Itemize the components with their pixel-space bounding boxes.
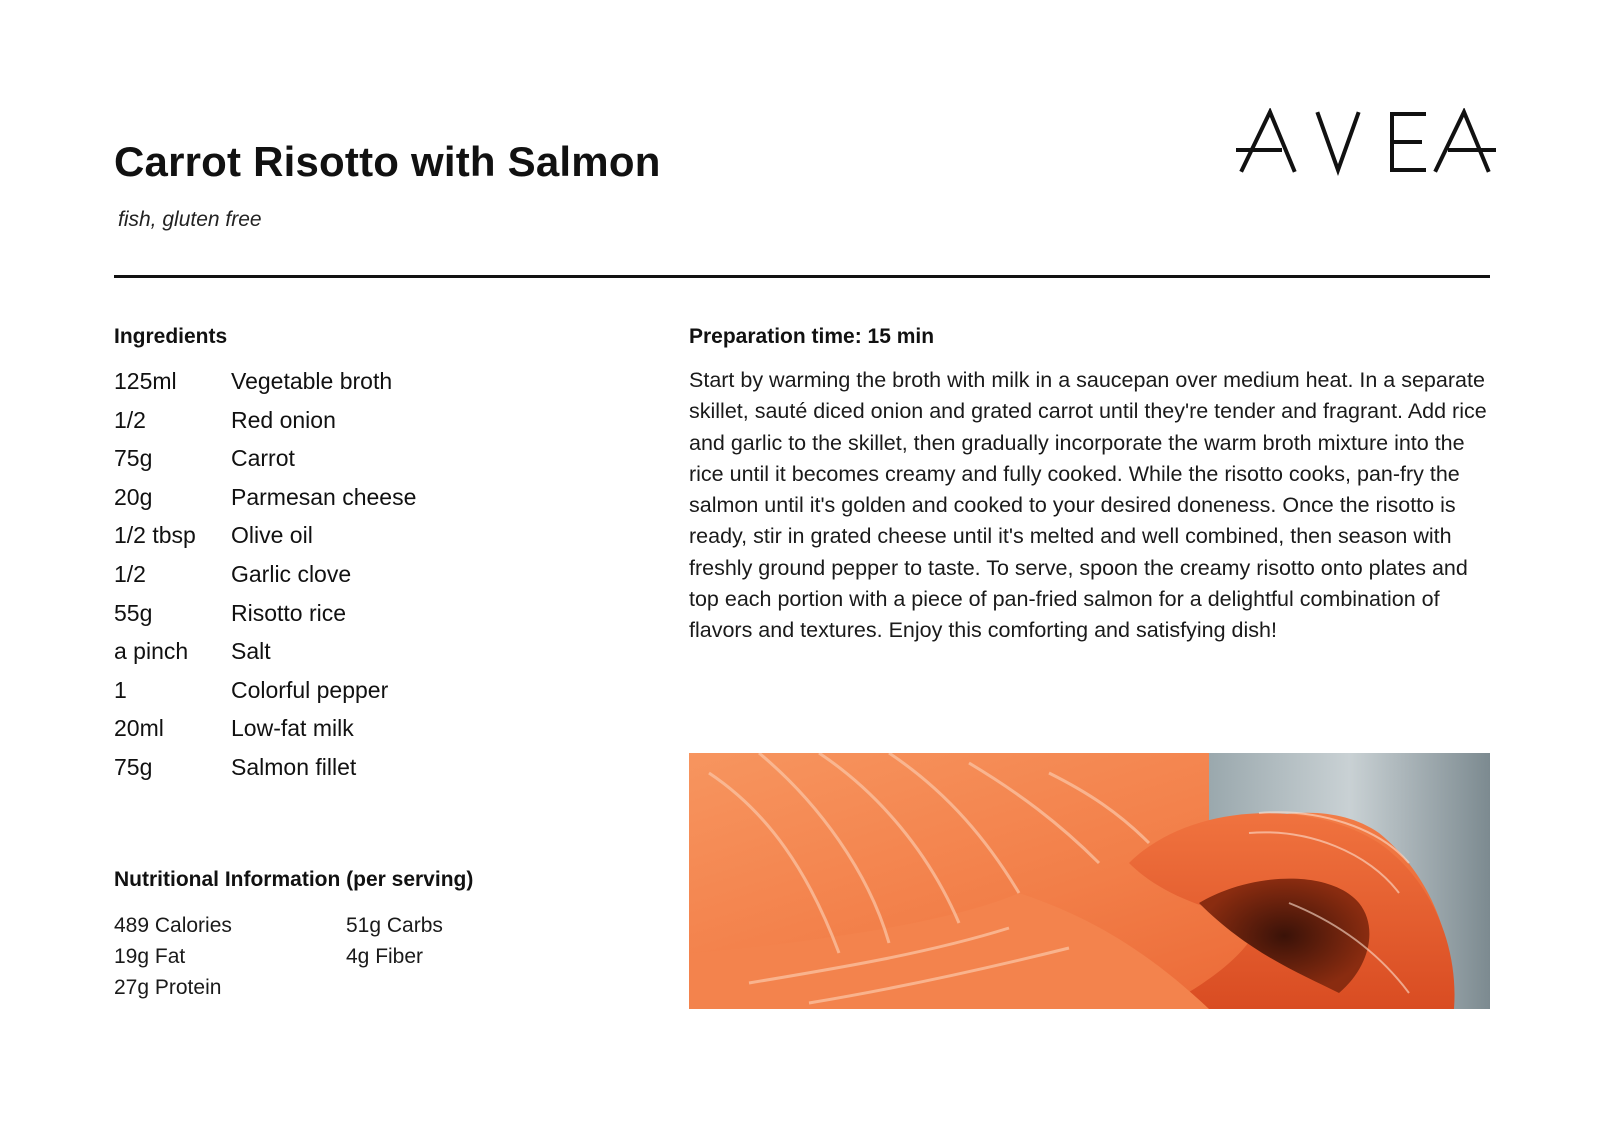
ingredient-row	[114, 594, 554, 633]
ingredient-row	[114, 439, 554, 478]
ingredient-name: Salt	[231, 638, 271, 665]
ingredient-name: Carrot	[231, 445, 295, 472]
ingredient-name: Olive oil	[231, 522, 313, 549]
ingredient-name: Parmesan cheese	[231, 483, 417, 510]
ingredient-quantity: 75g	[114, 753, 153, 780]
nutrition-item: 489 Calories	[114, 914, 232, 937]
ingredient-name: Low-fat milk	[231, 715, 354, 742]
ingredient-row	[114, 362, 554, 401]
ingredients-heading: Ingredients	[114, 325, 228, 348]
ingredient-quantity: 55g	[114, 599, 153, 626]
ingredient-quantity: 20g	[114, 483, 153, 510]
brand-logo	[1236, 108, 1496, 178]
ingredient-row	[114, 671, 554, 710]
ingredient-row	[114, 401, 554, 440]
nutrition-column	[114, 910, 232, 1003]
recipe-tags: fish, gluten free	[118, 208, 262, 231]
preparation-heading: Preparation time: 15 min	[689, 325, 935, 348]
ingredient-quantity: 1/2	[114, 406, 146, 433]
ingredient-quantity: 1/2	[114, 560, 146, 587]
ingredient-row	[114, 478, 554, 517]
ingredient-name: Garlic clove	[231, 560, 352, 587]
preparation-text: Start by warming the broth with milk in a saucepan over medium heat. In a separate skillet, sauté diced onion and grated carrot until they're tender and fragrant. Add rice and garlic to the skillet, then gradually incorporate the warm broth mixture into the rice until it becomes creamy and fully cooked. While the risotto cooks, pan-fry the salmon until it's golden and cooked to your desired doneness. Once the risotto is ready, stir in grated cheese until it's melted and well combined, then season with freshly ground pepper to taste. To serve, spoon the creamy risotto onto plates and top each portion with a piece of pan-fried salmon for a delightful combination of flavors and textures. Enjoy this comforting and satisfying dish!	[689, 368, 1487, 643]
ingredient-row	[114, 632, 554, 671]
ingredient-row	[114, 748, 554, 787]
nutrition-item: 27g Protein	[114, 976, 222, 999]
ingredient-name: Vegetable broth	[231, 368, 393, 394]
nutrition-item: 4g Fiber	[346, 945, 424, 968]
ingredient-row	[114, 709, 554, 748]
nutrition-item: 19g Fat	[114, 945, 186, 968]
ingredient-row	[114, 555, 554, 594]
ingredient-name: Salmon fillet	[231, 753, 357, 780]
ingredient-name: Colorful pepper	[231, 676, 389, 703]
ingredient-name: Red onion	[231, 406, 336, 433]
ingredient-quantity: 1/2 tbsp	[114, 522, 196, 549]
ingredient-quantity: a pinch	[114, 638, 189, 665]
nutrition-item: 51g Carbs	[346, 914, 443, 937]
ingredient-quantity: 1	[114, 676, 127, 703]
header-divider	[114, 275, 1490, 278]
ingredient-name: Risotto rice	[231, 599, 347, 626]
salmon-photo	[689, 753, 1490, 1009]
recipe-title: Carrot Risotto with Salmon	[114, 138, 661, 185]
ingredient-quantity: 125ml	[114, 368, 177, 394]
ingredients-list	[114, 362, 554, 787]
ingredient-row	[114, 516, 554, 555]
nutrition-column	[346, 910, 443, 972]
nutrition-heading: Nutritional Information (per serving)	[114, 868, 474, 891]
ingredient-quantity: 20ml	[114, 715, 164, 742]
ingredient-quantity: 75g	[114, 445, 153, 472]
